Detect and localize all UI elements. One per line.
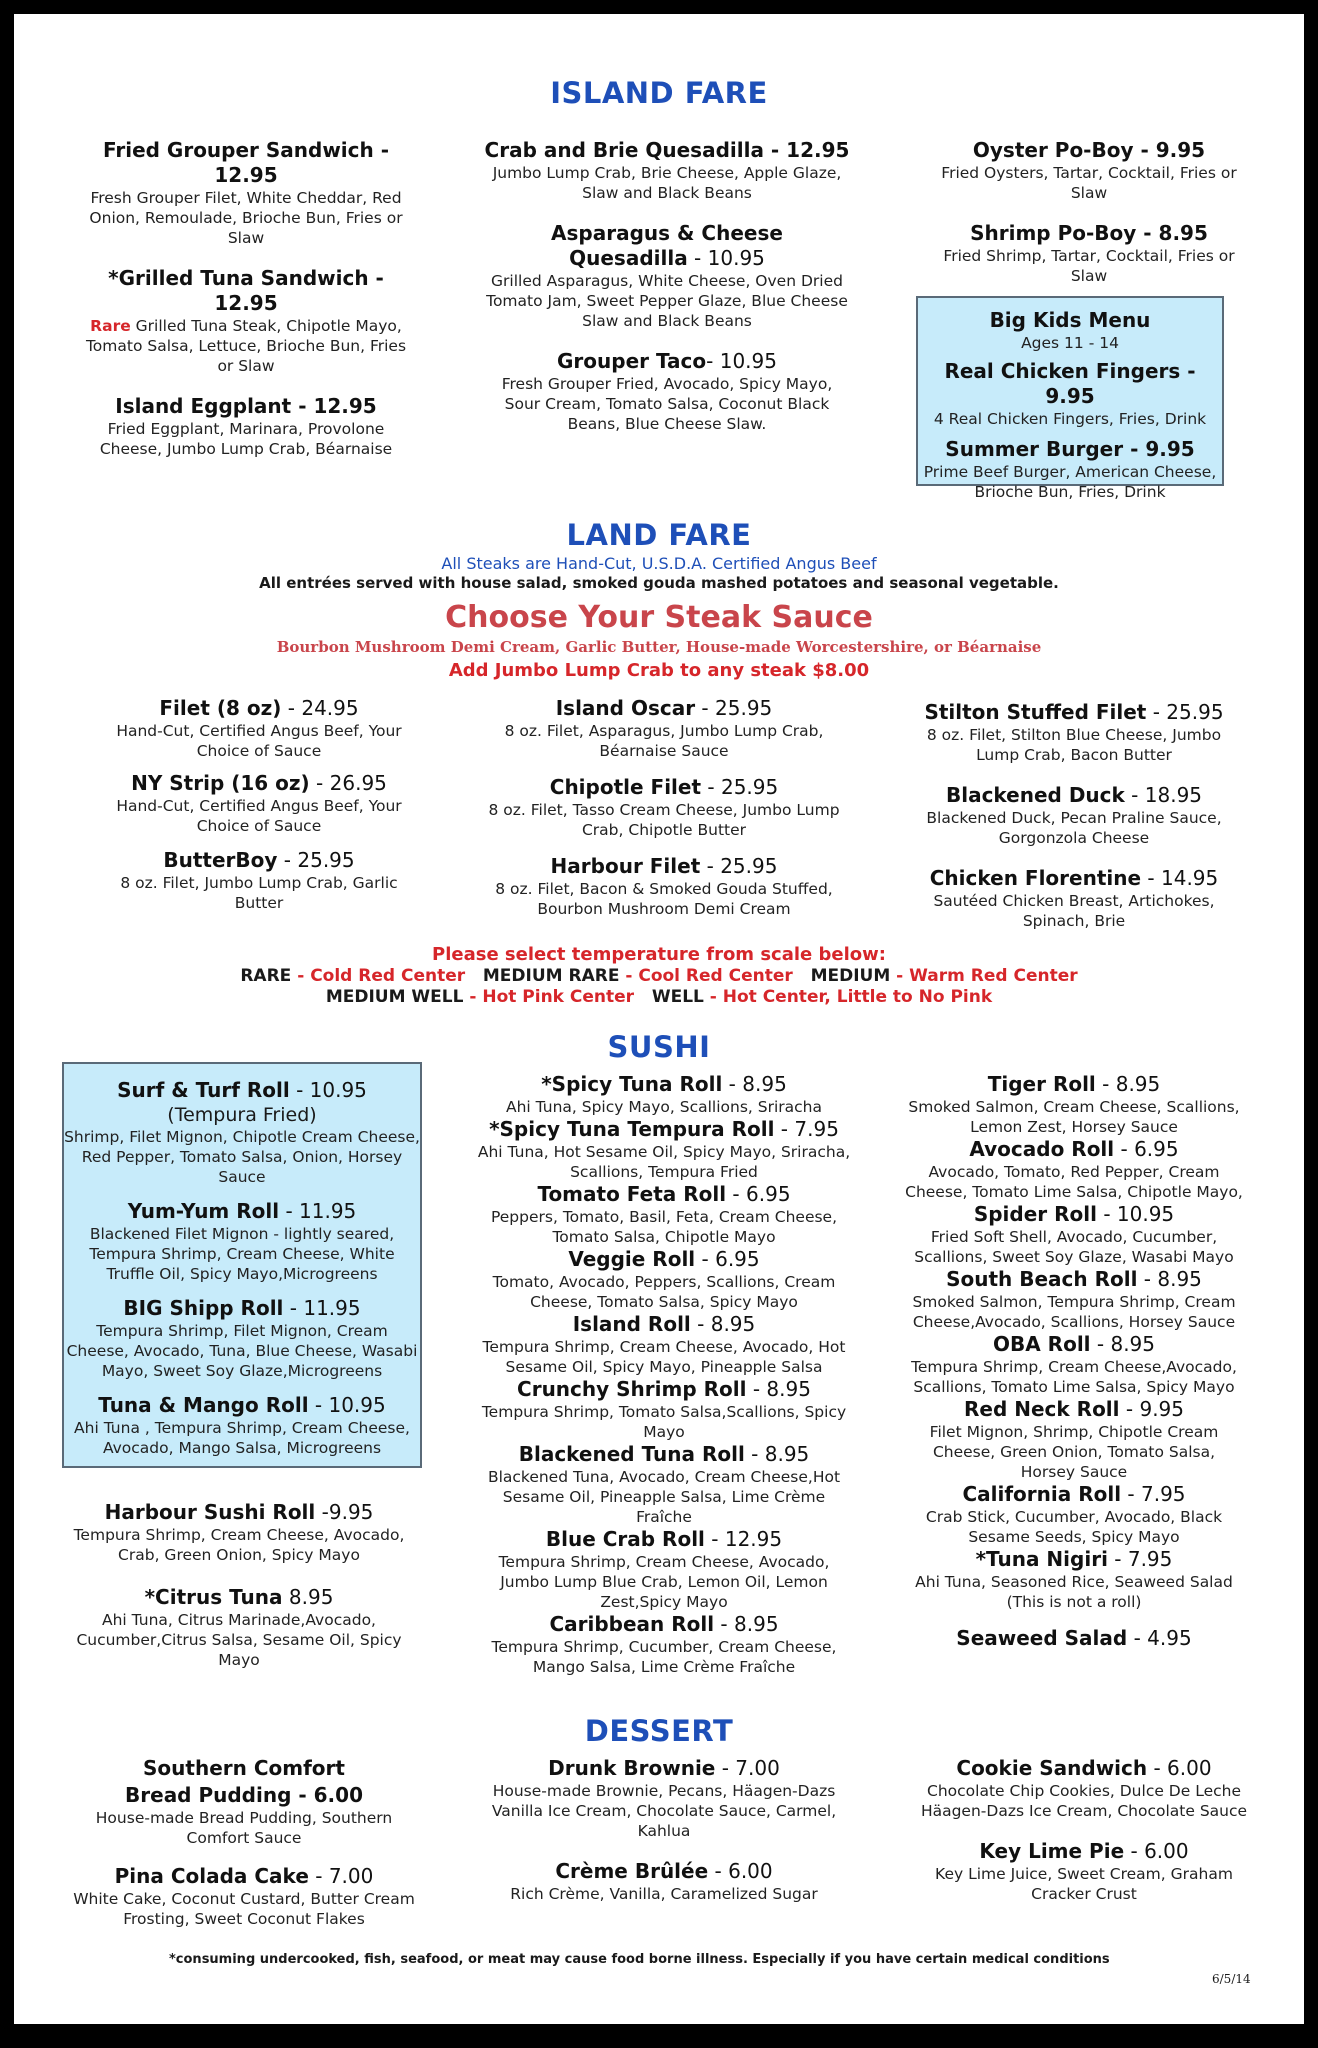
sushi-col-2 (474, 1072, 854, 1677)
item-price: - 25.95 (701, 775, 779, 799)
dessert-col-3 (904, 1756, 1264, 1904)
item-price: - 12.95 (214, 266, 384, 315)
item-name: Seaweed Salad (956, 1626, 1128, 1650)
menu-item (904, 866, 1244, 931)
item-price: - 9.95 (1119, 1397, 1184, 1421)
item-name-line2: (Tempura Fried) (167, 1104, 317, 1126)
menu-item (474, 1612, 854, 1677)
item-name: Blackened Tuna Roll (518, 1442, 745, 1466)
item-name: NY Strip (16 oz) (131, 771, 310, 795)
menu-item (904, 1332, 1244, 1397)
menu-item (474, 1527, 854, 1612)
temp-desc: - Cool Red Center (619, 966, 793, 986)
item-name-line2: Bread Pudding (125, 1783, 292, 1807)
temp-label: RARE (240, 966, 292, 986)
menu-item (904, 1482, 1244, 1547)
item-price: - 25.95 (695, 696, 773, 720)
item-price: - 12.95 (214, 138, 390, 187)
item-name: Shrimp Po-Boy (970, 221, 1137, 245)
item-desc: Tempura Shrimp, Cucumber, Cream Cheese, Mango Salsa, Lime Crème Fraîche (491, 1638, 837, 1676)
menu-item (104, 771, 414, 836)
item-desc: 8 oz. Filet, Tasso Cream Cheese, Jumbo Lump Crab, Chipotle Butter (488, 801, 840, 839)
item-desc: Crab Stick, Cucumber, Avocado, Black Sesame Seeds, Spicy Mayo (925, 1508, 1223, 1546)
menu-item (482, 138, 852, 203)
item-desc: Tempura Shrimp, Filet Mignon, Cream Cheese, Avocado, Tuna, Blue Cheese, Wasabi Mayo, Sweet Soy Glaze,Microgreens (66, 1322, 418, 1380)
temp-desc: - Hot Center, Little to No Pink (703, 987, 993, 1007)
menu-item (904, 1839, 1264, 1904)
item-name: *Citrus Tuna (144, 1585, 283, 1609)
item-price: - 14.95 (1141, 866, 1219, 890)
menu-item (904, 1547, 1244, 1612)
item-name-line2: Quesadilla (569, 246, 688, 270)
item-desc: Fried Soft Shell, Avocado, Cucumber, Scallions, Sweet Soy Glaze, Wasabi Mayo (914, 1228, 1234, 1266)
temperature-line-2 (14, 987, 1304, 1007)
temp-label: MEDIUM RARE (482, 966, 620, 986)
item-price: - 7.95 (1121, 1482, 1186, 1506)
item-desc: Blackened Duck, Pecan Praline Sauce, Gorgonzola Cheese (926, 809, 1222, 847)
item-desc: 8 oz. Filet, Asparagus, Jumbo Lump Crab, Béarnaise Sauce (504, 722, 824, 760)
item-desc: Ahi Tuna, Citrus Marinade,Avocado, Cucumber,Citrus Salsa, Sesame Oil, Spicy Mayo (76, 1611, 402, 1669)
island-col-1 (76, 138, 416, 459)
item-price: - 8.95 (714, 1612, 779, 1636)
item-desc: 8 oz. Filet, Bacon & Smoked Gouda Stuffed, Bourbon Mushroom Demi Cream (495, 880, 833, 918)
item-price: - 25.95 (1146, 700, 1224, 724)
item-desc: Ahi Tuna , Tempura Shrimp, Cream Cheese, Avocado, Mango Salsa, Microgreens (74, 1419, 410, 1457)
item-price: - 7.95 (774, 1117, 839, 1141)
menu-item (482, 349, 852, 434)
item-name: *Grilled Tuna Sandwich (108, 266, 369, 290)
item-name: Cookie Sandwich (956, 1756, 1148, 1780)
item-name: Real Chicken Fingers (944, 359, 1181, 383)
item-name: Asparagus & Cheese (551, 221, 783, 245)
sushi-col-3 (904, 1072, 1244, 1651)
menu-item (64, 1078, 420, 1187)
item-desc: Ahi Tuna, Hot Sesame Oil, Spicy Mayo, Sriracha, Scallions, Tempura Fried (477, 1143, 851, 1181)
item-price: - 4.95 (1127, 1626, 1192, 1650)
menu-item (904, 1137, 1244, 1202)
item-price: - 8.95 (744, 1442, 810, 1466)
menu-item (474, 1247, 854, 1312)
menu-item (69, 1864, 419, 1929)
item-name: Blue Crab Roll (545, 1527, 705, 1551)
menu-item (482, 221, 852, 331)
item-name: Stilton Stuffed Filet (924, 700, 1147, 724)
item-price: - 8.95 (1090, 1332, 1155, 1356)
item-desc: Shrimp, Filet Mignon, Chipotle Cream Cheese, Red Pepper, Tomato Salsa, Onion, Horsey Sauce (64, 1128, 420, 1186)
menu-item (76, 138, 416, 248)
item-desc: White Cake, Coconut Custard, Butter Cream Frosting, Sweet Coconut Flakes (73, 1890, 415, 1928)
item-price: - 8.95 (722, 1072, 787, 1096)
big-kids-menu-box (916, 296, 1224, 501)
sushi-col-1 (69, 1500, 409, 1670)
land-col-1 (104, 696, 414, 913)
menu-item (474, 775, 854, 840)
item-desc: Fresh Grouper Filet, White Cheddar, Red Onion, Remoulade, Brioche Bun, Fries or Slaw (89, 189, 403, 247)
item-price: - 7.00 (308, 1864, 374, 1888)
menu-item (924, 138, 1254, 203)
menu-item (76, 394, 416, 459)
item-desc: Avocado, Tomato, Red Pepper, Cream Cheese, Tomato Lime Salsa, Chipotle Mayo, (905, 1163, 1243, 1201)
menu-item (474, 1442, 854, 1527)
item-name: California Roll (962, 1482, 1122, 1506)
temperature-title: Please select temperature from scale below: (432, 944, 886, 965)
island-col-2 (482, 138, 852, 434)
menu-item (904, 1756, 1264, 1821)
menu-item (474, 1756, 854, 1841)
item-desc: Fried Oysters, Tartar, Cocktail, Fries or Slaw (941, 164, 1237, 202)
item-desc: Tempura Shrimp, Cream Cheese, Avocado, Jumbo Lump Blue Crab, Lemon Oil, Lemon Zest,Spicy Mayo (498, 1553, 830, 1611)
item-name: Caribbean Roll (549, 1612, 715, 1636)
item-price: - 7.95 (1107, 1547, 1173, 1571)
land-col-3 (904, 700, 1244, 931)
item-desc: Grilled Tuna Steak, Chipotle Mayo, Tomato Salsa, Lettuce, Brioche Bun, Fries or Slaw (85, 317, 407, 375)
item-name: Yum-Yum Roll (127, 1199, 280, 1223)
item-name: Surf & Turf Roll (117, 1078, 290, 1102)
menu-item (64, 1199, 420, 1284)
menu-item (474, 696, 854, 761)
item-name: Veggie Roll (568, 1247, 696, 1271)
item-desc: Hand-Cut, Certified Angus Beef, Your Choice of Sauce (116, 722, 402, 760)
item-desc: Sautéed Chicken Breast, Artichokes, Spinach, Brie (933, 892, 1215, 930)
item-name: Tuna & Mango Roll (98, 1393, 309, 1417)
item-price: - 6.95 (726, 1182, 791, 1206)
item-price: - 6.00 (1147, 1756, 1212, 1780)
item-name: Southern Comfort (143, 1756, 345, 1780)
item-desc: Chocolate Chip Cookies, Dulce De Leche Häagen-Dazs Ice Cream, Chocolate Sauce (920, 1782, 1248, 1820)
item-price: - 25.95 (277, 848, 355, 872)
island-fare-title: ISLAND FARE (550, 76, 768, 110)
item-name: Crème Brûlée (555, 1859, 709, 1883)
item-desc: Tempura Shrimp, Cream Cheese, Avocado, Hot Sesame Oil, Spicy Mayo, Pineapple Salsa (482, 1338, 846, 1376)
menu-item (64, 1393, 420, 1458)
land-subtitle: All Steaks are Hand-Cut, U.S.D.A. Certified Angus Beef (441, 554, 877, 573)
item-desc: Tomato, Avocado, Peppers, Scallions, Cream Cheese, Tomato Salsa, Spicy Mayo (492, 1273, 836, 1311)
item-price: - 9.95 (1123, 437, 1195, 461)
menu-item (64, 1296, 420, 1381)
item-desc: Rich Crème, Vanilla, Caramelized Sugar (510, 1885, 818, 1903)
item-price: - 10.95 (706, 349, 777, 373)
item-price: -9.95 (315, 1500, 374, 1524)
item-name: Island Eggplant (115, 394, 292, 418)
item-name: Drunk Brownie (548, 1756, 716, 1780)
temp-label: WELL (651, 987, 704, 1007)
item-name: South Beach Roll (946, 1267, 1138, 1291)
kids-menu-title: Big Kids Menu (989, 308, 1151, 332)
menu-item (474, 1072, 854, 1117)
item-desc: 8 oz. Filet, Stilton Blue Cheese, Jumbo Lump Crab, Bacon Butter (926, 726, 1222, 764)
menu-item (904, 1397, 1244, 1482)
dessert-col-1 (69, 1756, 419, 1929)
rare-label: Rare (90, 317, 131, 335)
item-price: - 10.95 (289, 1078, 367, 1102)
temp-desc: - Hot Pink Center (463, 987, 635, 1007)
item-price: - 10.95 (687, 246, 765, 270)
item-name: Harbour Sushi Roll (104, 1500, 316, 1524)
menu-item (474, 1859, 854, 1904)
menu-item (474, 1377, 854, 1442)
item-name: *Spicy Tuna Roll (541, 1072, 723, 1096)
temp-desc: - Warm Red Center (890, 966, 1078, 986)
item-price: - 24.95 (281, 696, 359, 720)
item-name: Tiger Roll (987, 1072, 1096, 1096)
item-price: - 6.95 (1114, 1137, 1179, 1161)
item-desc: Filet Mignon, Shrimp, Chipotle Cream Cheese, Green Onion, Tomato Salsa, Horsey Sauce (929, 1423, 1219, 1481)
item-price: - 9.95 (1133, 138, 1206, 162)
item-name: Avocado Roll (969, 1137, 1115, 1161)
item-desc: Jumbo Lump Crab, Brie Cheese, Apple Glaze, Slaw and Black Beans (492, 164, 842, 202)
item-price: - 8.95 (746, 1377, 811, 1401)
item-desc: Peppers, Tomato, Basil, Feta, Cream Cheese, Tomato Salsa, Chipotle Mayo (490, 1208, 838, 1246)
item-name: ButterBoy (163, 848, 278, 872)
item-price: 8.95 (282, 1585, 334, 1609)
item-price: - 6.95 (695, 1247, 760, 1271)
item-name: Harbour Filet (550, 854, 701, 878)
item-name: Grouper Taco (557, 349, 707, 373)
item-price: - 9.95 (1045, 359, 1196, 408)
land-fare-title: LAND FARE (566, 518, 752, 552)
menu-item (474, 1117, 854, 1182)
item-desc: 8 oz. Filet, Jumbo Lump Crab, Garlic Butter (120, 874, 398, 912)
land-col-2 (474, 696, 854, 919)
temp-label: MEDIUM WELL (325, 987, 464, 1007)
item-desc: House-made Brownie, Pecans, Häagen-Dazs Vanilla Ice Cream, Chocolate Sauce, Carmel, Kahlua (491, 1782, 837, 1840)
item-price: - 26.95 (309, 771, 387, 795)
temp-desc: - Cold Red Center (291, 966, 466, 986)
item-name: Red Neck Roll (964, 1397, 1120, 1421)
crab-addon: Add Jumbo Lump Crab to any steak $8.00 (448, 660, 870, 681)
item-name: *Tuna Nigiri (975, 1547, 1108, 1571)
menu-item (69, 1585, 409, 1670)
item-desc: House-made Bread Pudding, Southern Comfort Sauce (95, 1809, 393, 1847)
item-desc: Fried Shrimp, Tartar, Cocktail, Fries or Slaw (943, 247, 1235, 285)
dessert-col-2 (474, 1756, 854, 1904)
item-desc: Ahi Tuna, Seasoned Rice, Seaweed Salad (This is not a roll) (915, 1573, 1233, 1611)
item-desc: Tempura Shrimp, Cream Cheese, Avocado, Crab, Green Onion, Spicy Mayo (73, 1526, 405, 1564)
item-desc: Ahi Tuna, Spicy Mayo, Scallions, Sriracha (505, 1098, 822, 1116)
item-desc: Hand-Cut, Certified Angus Beef, Your Choice of Sauce (116, 797, 402, 835)
item-desc: Smoked Salmon, Cream Cheese, Scallions, Lemon Zest, Horsey Sauce (908, 1098, 1240, 1136)
item-name: Oyster Po-Boy (972, 138, 1134, 162)
item-price: - 6.00 (708, 1859, 773, 1883)
food-safety-disclaimer: *consuming undercooked, fish, seafood, or meat may cause food borne illness. Especially if you have certain medical conditions (169, 1952, 1110, 1967)
item-name: Fried Grouper Sandwich (102, 138, 374, 162)
item-desc: Blackened Filet Mignon - lightly seared, Tempura Shrimp, Cream Cheese, White Truffle Oil, Spicy Mayo,Microgreens (89, 1225, 395, 1283)
item-price: - 6.00 (291, 1783, 363, 1807)
menu-item (474, 854, 854, 919)
menu-item (104, 848, 414, 913)
kids-menu-ages: Ages 11 - 14 (1021, 334, 1119, 352)
item-name: BIG Shipp Roll (123, 1296, 284, 1320)
item-name: Island Oscar (555, 696, 696, 720)
item-price: - 8.95 (1137, 1267, 1202, 1291)
item-desc: Key Lime Juice, Sweet Cream, Graham Cracker Crust (935, 1865, 1233, 1903)
menu-item (69, 1500, 409, 1565)
menu-item (69, 1756, 419, 1848)
signature-rolls-box (62, 1062, 422, 1468)
item-name: Summer Burger (945, 437, 1124, 461)
menu-item (904, 783, 1244, 848)
item-name: Chicken Florentine (929, 866, 1142, 890)
menu-item (924, 221, 1254, 286)
menu-item (904, 1267, 1244, 1332)
item-price: - 8.95 (690, 1312, 756, 1336)
item-price: - 12.95 (763, 138, 850, 162)
item-desc: Tempura Shrimp, Tomato Salsa,Scallions, Spicy Mayo (481, 1403, 847, 1441)
menu-item (904, 1626, 1244, 1651)
menu-item (904, 1072, 1244, 1137)
item-price: - 12.95 (704, 1527, 783, 1551)
item-price: - 18.95 (1124, 783, 1203, 807)
menu-item (76, 266, 416, 376)
item-name: Filet (8 oz) (159, 696, 282, 720)
item-desc: Prime Beef Burger, American Cheese, Brioche Bun, Fries, Drink (923, 463, 1217, 501)
item-desc: Smoked Salmon, Tempura Shrimp, Cream Cheese,Avocado, Scallions, Horsey Sauce (912, 1293, 1236, 1331)
item-price: - 10.95 (308, 1393, 386, 1417)
temperature-line-1 (14, 966, 1304, 986)
item-name: Crab and Brie Quesadilla (484, 138, 764, 162)
item-desc: Grilled Asparagus, White Cheese, Oven Dried Tomato Jam, Sweet Pepper Glaze, Blue Cheese Slaw and Black Beans (486, 272, 848, 330)
island-col-3 (924, 138, 1254, 286)
steak-sauce-options: Bourbon Mushroom Demi Cream, Garlic Butter, House-made Worcestershire, or Béarnaise (276, 638, 1042, 656)
item-desc: Blackened Tuna, Avocado, Cream Cheese,Hot Sesame Oil, Pineapple Salsa, Lime Crème Fraîche (487, 1468, 841, 1526)
dessert-title: DESSERT (584, 1714, 734, 1748)
item-name: Island Roll (572, 1312, 691, 1336)
item-price: - 8.95 (1136, 221, 1208, 245)
item-price: - 11.95 (283, 1296, 361, 1320)
item-name: Tomato Feta Roll (537, 1182, 727, 1206)
item-name: Pina Colada Cake (114, 1864, 309, 1888)
menu-item (904, 1202, 1244, 1267)
item-price: - 25.95 (700, 854, 778, 878)
item-name: *Spicy Tuna Tempura Roll (489, 1117, 775, 1141)
item-name: OBA Roll (992, 1332, 1091, 1356)
menu-item (904, 700, 1244, 765)
item-name: Chipotle Filet (549, 775, 702, 799)
menu-date: 6/5/14 (1212, 1972, 1251, 1986)
item-price: - 6.00 (1124, 1839, 1189, 1863)
menu-item (104, 696, 414, 761)
sushi-title: SUSHI (607, 1030, 711, 1064)
item-name: Blackened Duck (945, 783, 1125, 807)
menu-item (474, 1312, 854, 1377)
item-desc: Fresh Grouper Fried, Avocado, Spicy Mayo, Sour Cream, Tomato Salsa, Coconut Black Beans, Blue Cheese Slaw. (501, 375, 833, 433)
item-desc: Tempura Shrimp, Cream Cheese,Avocado, Scallions, Tomato Lime Salsa, Spicy Mayo (911, 1358, 1237, 1396)
menu-page (14, 14, 1304, 2024)
item-desc: 4 Real Chicken Fingers, Fries, Drink (933, 410, 1207, 428)
item-price: - 7.00 (715, 1756, 780, 1780)
item-desc: Fried Eggplant, Marinara, Provolone Cheese, Jumbo Lump Crab, Béarnaise (99, 420, 393, 458)
item-price: - 10.95 (1096, 1202, 1175, 1226)
item-price: - 12.95 (291, 394, 377, 418)
item-name: Key Lime Pie (979, 1839, 1125, 1863)
steak-sauce-title: Choose Your Steak Sauce (445, 600, 873, 635)
land-note: All entrées served with house salad, smoked gouda mashed potatoes and seasonal vegetable. (259, 574, 1059, 592)
menu-item (474, 1182, 854, 1247)
item-name: Crunchy Shrimp Roll (517, 1377, 747, 1401)
item-name: Spider Roll (973, 1202, 1097, 1226)
item-price: - 8.95 (1095, 1072, 1161, 1096)
temp-label: MEDIUM (810, 966, 891, 986)
item-price: - 11.95 (279, 1199, 357, 1223)
